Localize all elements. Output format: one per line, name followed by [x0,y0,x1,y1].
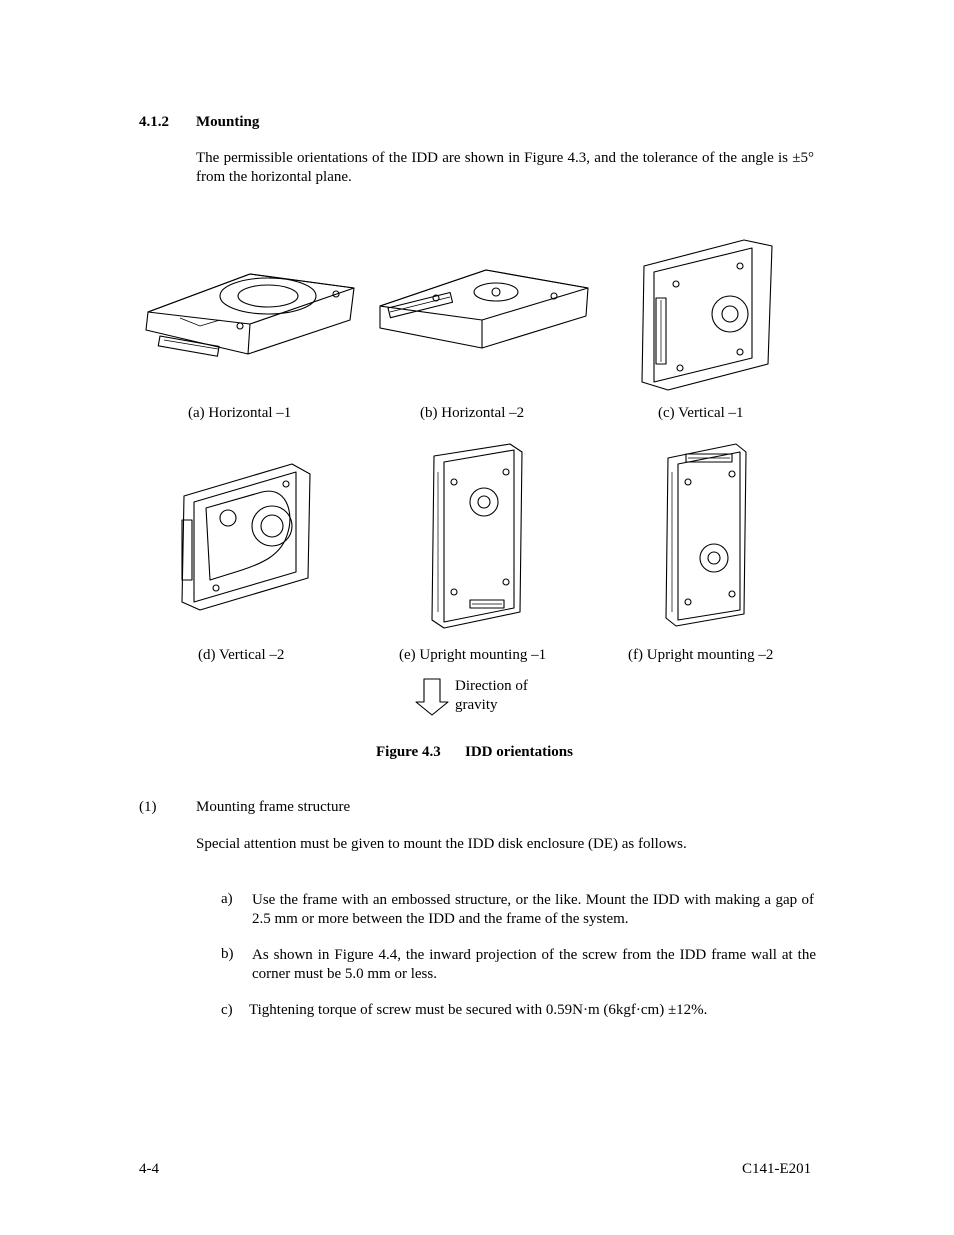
list-item-marker: b) [221,946,234,962]
gravity-label-line1: Direction of [455,678,528,694]
gravity-label [455,677,528,715]
subsection-number: (1) [139,799,157,815]
caption-f: (f) Upright mounting –2 [628,647,774,663]
list-item-marker: c) [221,1002,233,1018]
list-item-text: As shown in Figure 4.4, the inward projection of the screw from the IDD frame wall at the corner must be 5.0 mm or less. [252,947,816,982]
page-number: 4-4 [139,1161,159,1177]
list-item-text: Tightening torque of screw must be secured with 0.59N·m (6kgf·cm) ±12%. [249,1002,708,1018]
gravity-arrow-icon [414,678,450,716]
caption-e: (e) Upright mounting –1 [399,647,547,663]
drive-upright-2-illustration [664,442,750,628]
subsection-intro: Special attention must be given to mount the IDD disk enclosure (DE) as follows. [196,836,687,852]
drive-vertical-2-illustration [176,460,314,612]
drive-horizontal-1-illustration [140,268,360,358]
figure-title: IDD orientations [465,744,573,760]
drive-horizontal-2-illustration [376,266,591,351]
drive-vertical-1-illustration [640,236,776,392]
subsection-title: Mounting frame structure [196,799,351,815]
list-item-marker: a) [221,891,233,907]
section-intro: The permissible orientations of the IDD are shown in Figure 4.3, and the tolerance of the angle is ±5° from the horizontal plane. [196,150,814,185]
drive-upright-1-illustration [430,442,526,630]
caption-d: (d) Vertical –2 [198,647,285,663]
caption-c: (c) Vertical –1 [658,405,744,421]
caption-b: (b) Horizontal –2 [420,405,525,421]
gravity-label-line2: gravity [455,697,498,713]
section-title: Mounting [196,114,260,130]
caption-a: (a) Horizontal –1 [188,405,292,421]
figure-number: Figure 4.3 [376,744,441,760]
document-id: C141-E201 [742,1161,812,1177]
section-number: 4.1.2 [139,114,169,130]
list-item-text: Use the frame with an embossed structure, or the like. Mount the IDD with making a gap of 2.5 mm or more between the IDD and the frame of the system. [252,892,814,927]
